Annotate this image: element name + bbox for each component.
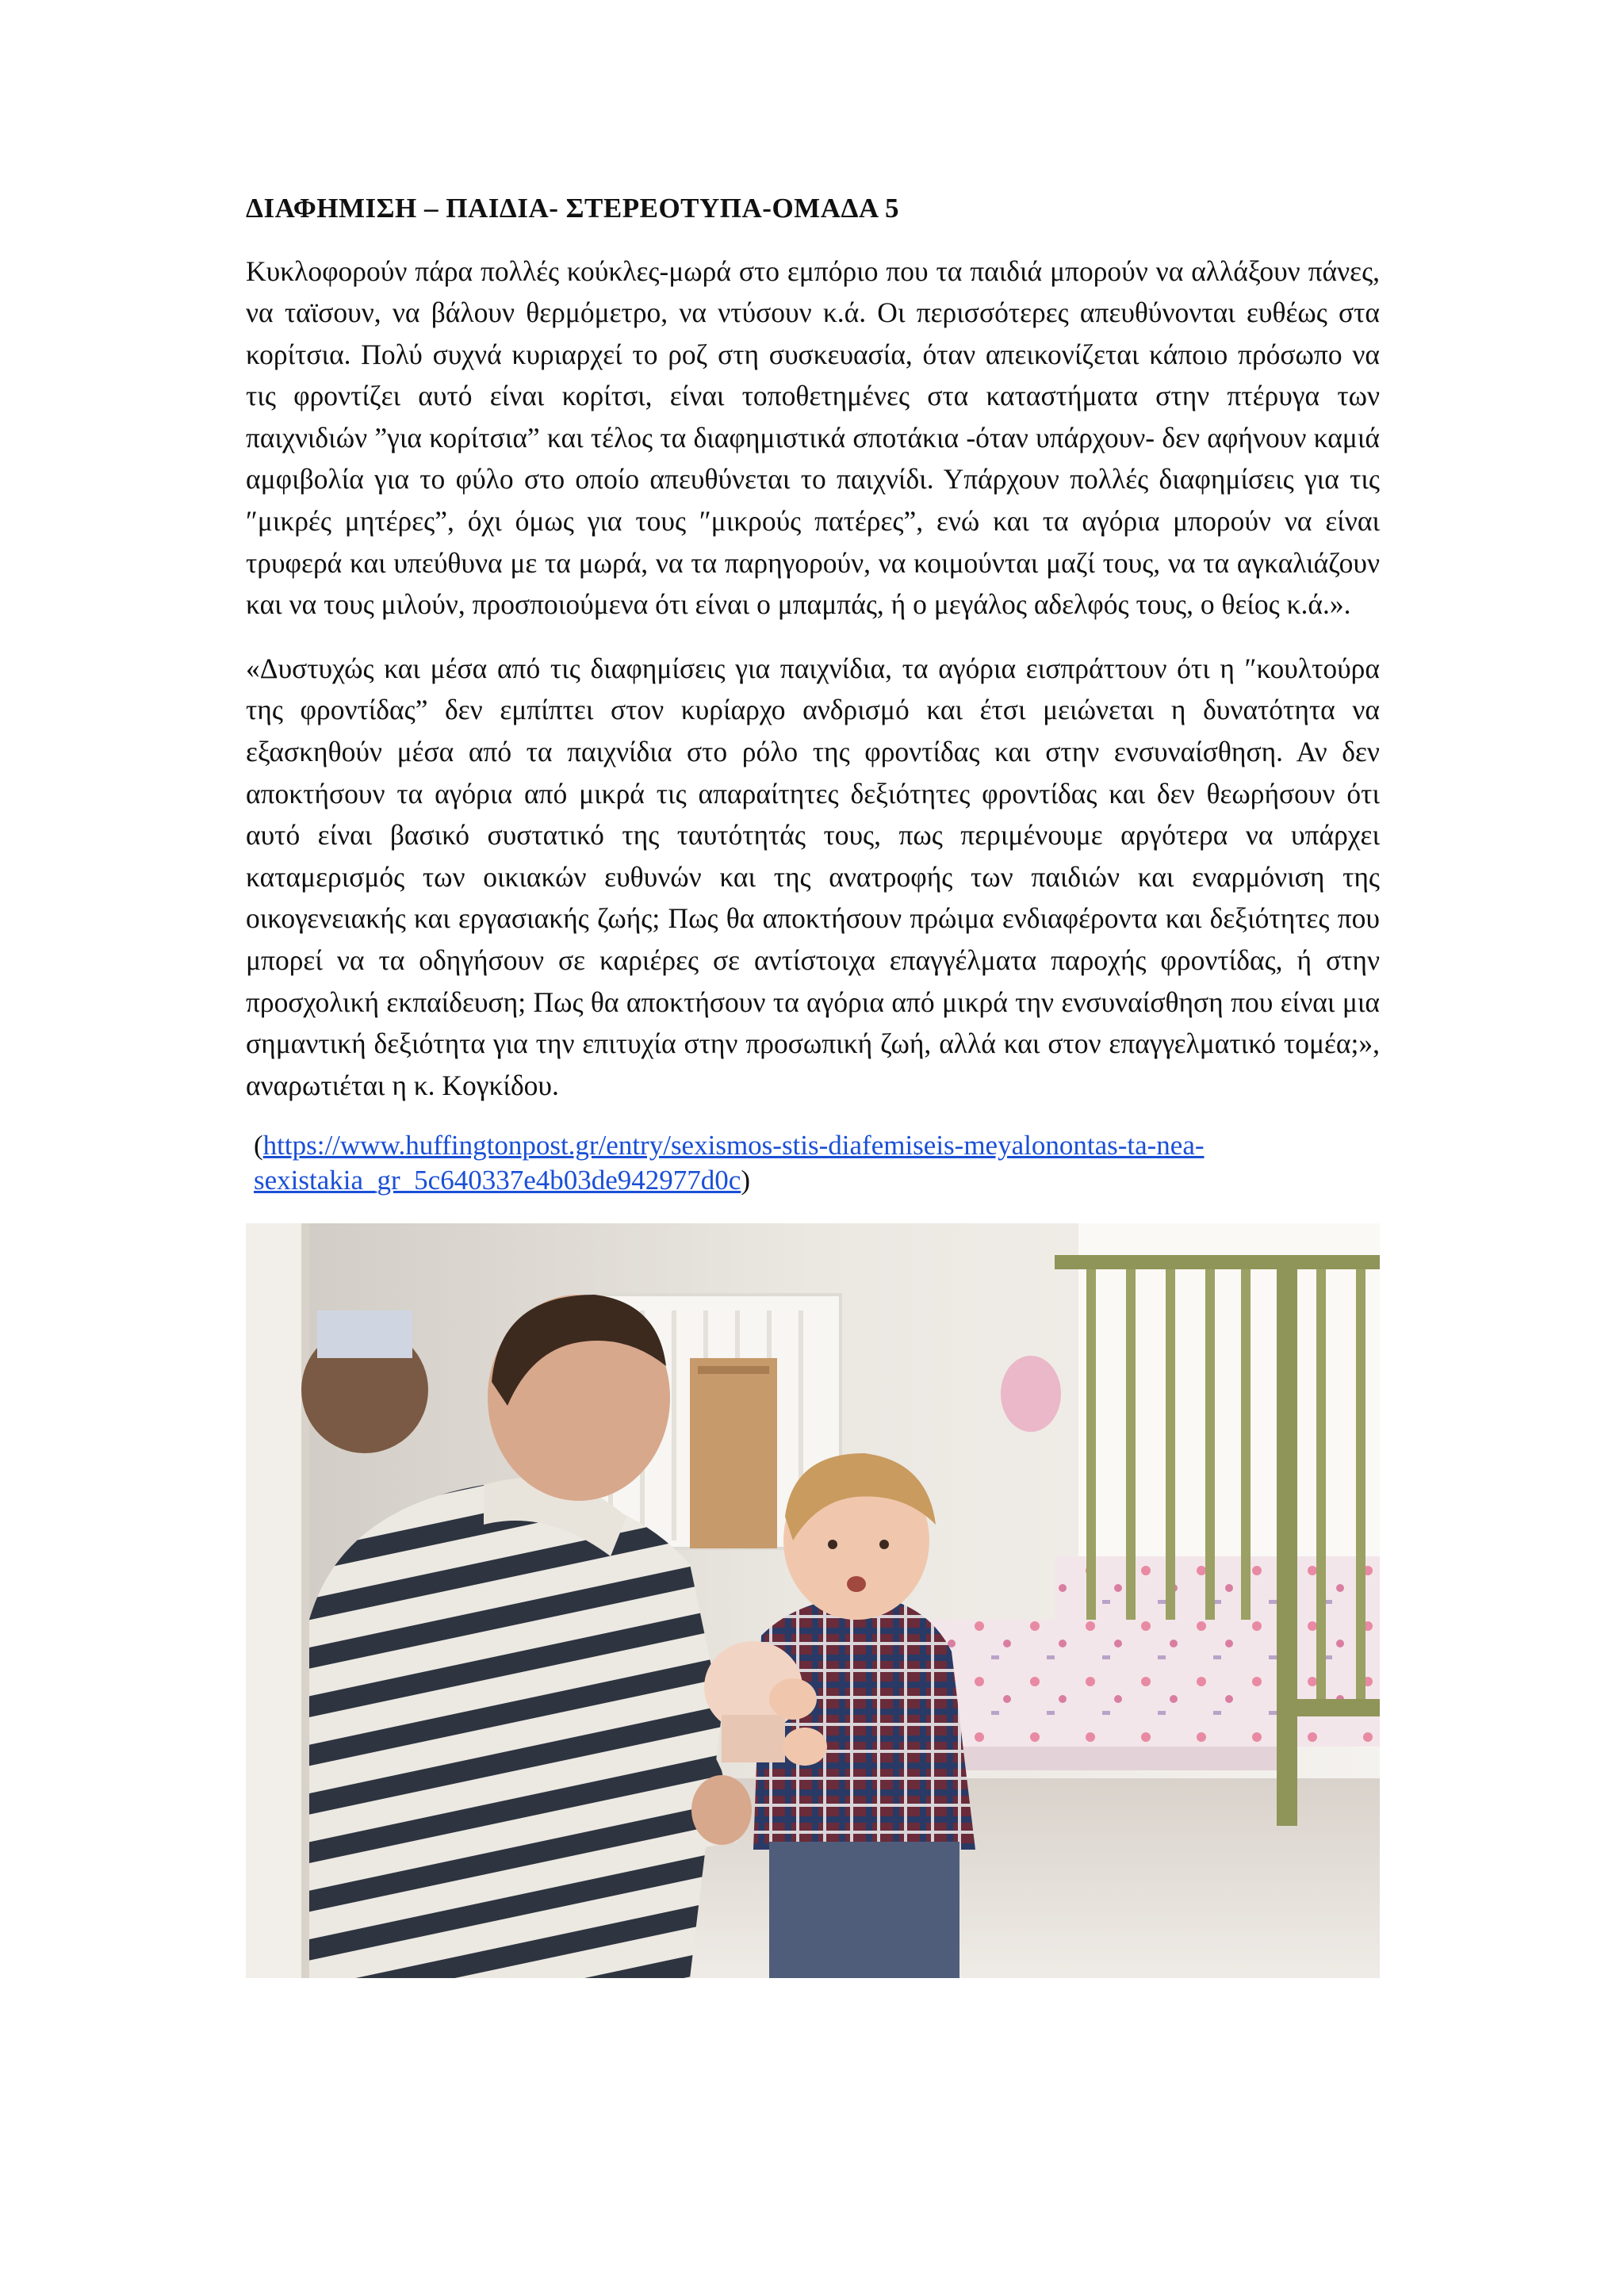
paragraph-1: Κυκλοφορούν πάρα πολλές κούκλες-μωρά στο εμπόριο που τα παιδιά μπορούν να αλλάξουν πάνες, να ταϊσουν, να βάλουν θερμόμετρο, να ντύσουν κ.ά. Οι περισσότερες απευθύνονται ευθέως στα κορίτσια. Πολύ συχνά κυριαρχεί το ροζ στη συσκευασία, όταν απεικονίζεται κάποιο πρόσωπο να τις φροντίζει αυτό είναι κορίτσι, είναι τοποθετημένες στα καταστήματα στην πτέρυγα των παιχνιδιών ”για κορίτσια” και τέλος τα διαφημιστικά σποτάκια -όταν υπάρχουν- δεν αφήνουν καμιά αμφιβολία για το φύλο στο οποίο απευθύνεται το παιχνίδι. Υπάρχουν πολλές διαφημίσεις για τις ″μικρές μητέρες”, όχι όμως για τους ″μικρούς πατέρες”, ενώ και τα αγόρια μπορούν να είναι τρυφερά και υπεύθυνα με τα μωρά, να τα παρηγορούν, να κοιμούνται μαζί τους, να τα αγκαλιάζουν και να τους μιλούν, προσποιούμενα ότι είναι ο μπαμπάς, ή ο μεγάλος αδελφός τους, ο θείος κ.ά.».	[246, 254, 1380, 621]
document-page	[246, 190, 1380, 1978]
source-citation	[254, 1128, 1380, 1198]
photo-illustration	[246, 1223, 1380, 1978]
document-title: ΔΙΑΦΗΜΙΣΗ – ΠΑΙΔΙΑ- ΣΤΕΡΕΟΤΥΠΑ-ΟΜΑΔΑ 5	[246, 193, 900, 224]
paragraph-2: «Δυστυχώς και μέσα από τις διαφημίσεις για παιχνίδια, τα αγόρια εισπράττουν ότι η ″κουλτούρα της φροντίδας” δεν εμπίπτει στον κυρίαρχο ανδρισμό και έτσι μειώνεται η δυνατότητα να εξασκηθούν μέσα από τα παιχνίδια στο ρόλο της φροντίδας και στην ενσυναίσθηση. Αν δεν αποκτήσουν τα αγόρια από μικρά τις απαραίτητες δεξιότητες φροντίδας και δεν θεωρήσουν ότι αυτό είναι βασικό συστατικό της ταυτότητάς τους, πως περιμένουμε αργότερα να υπάρχει καταμερισμός των οικιακών ευθυνών και της ανατροφής των παιδιών και εναρμόνιση της οικογενειακής και εργασιακής ζωής; Πως θα αποκτήσουν πρώιμα ενδιαφέροντα και δεξιότητες που μπορεί να τα οδηγήσουν σε καριέρες σε αντίστοιχα επαγγέλματα παροχής φροντίδας, ή στην προσχολική εκπαίδευση; Πως θα αποκτήσουν τα αγόρια από μικρά την ενσυναίσθηση που είναι μια σημαντική δεξιότητα για την επιτυχία στην προσωπική ζωή, αλλά και στον επαγγελματικό τομέα;», αναρωτιέται η κ. Κογκίδου.	[246, 652, 1380, 1101]
source-close-paren: )	[741, 1165, 750, 1196]
source-open-paren: (	[254, 1130, 263, 1161]
photo-father-son-doll	[246, 1223, 1380, 1978]
source-link[interactable]: https://www.huffingtonpost.gr/entry/sexismos-stis-diafemiseis-meyalonontas-ta-nea-sexistakia_gr_5c640337e4b03de942977d0c	[254, 1130, 1205, 1196]
